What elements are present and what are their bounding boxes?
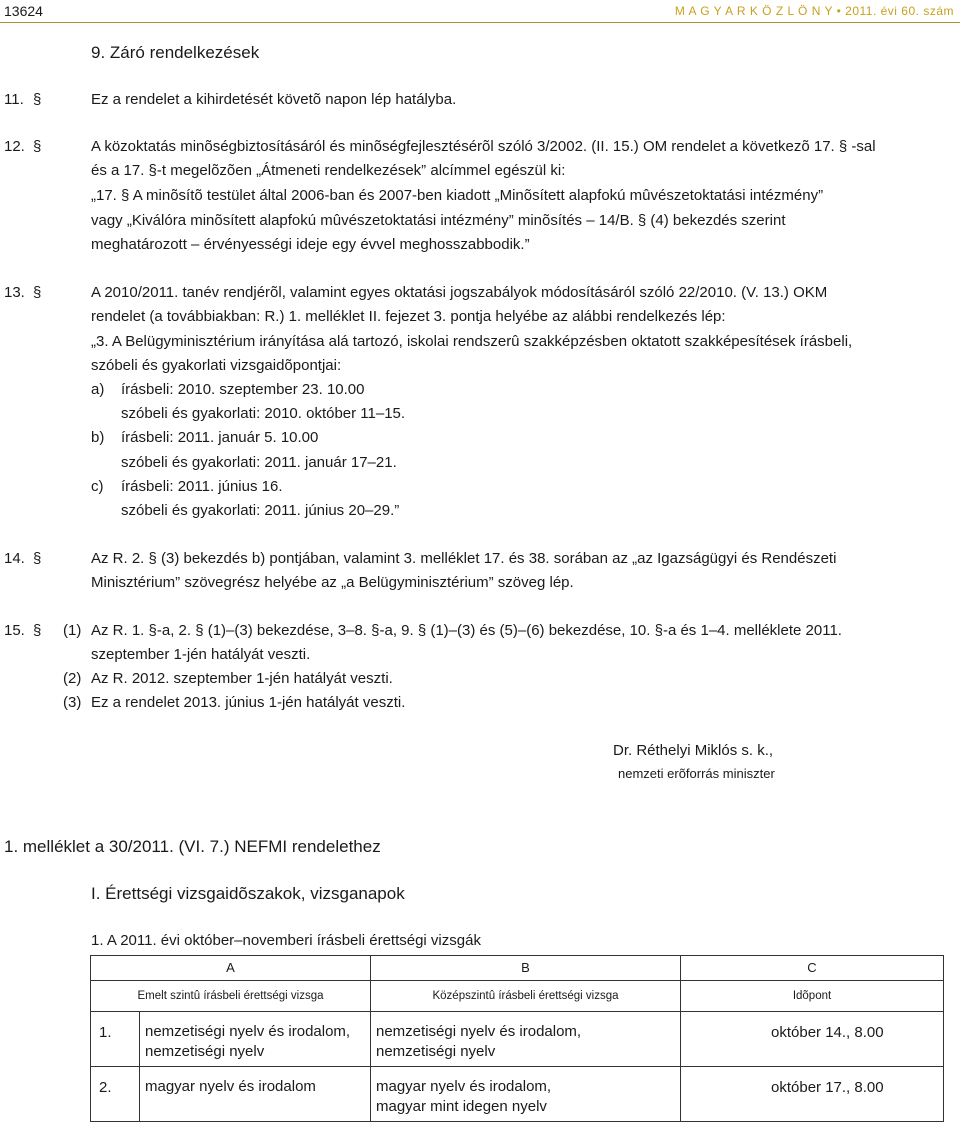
cell-c: október 17., 8.00 xyxy=(681,1067,944,1122)
cell-line: nemzetiségi nyelv xyxy=(376,1043,496,1060)
paragraph-number: 14. xyxy=(4,550,25,567)
paragraph-line: rendelet (a továbbiakban: R.) 1. melléklet II. fejezet 3. pontja helyébe az alábbi rendelkezés lép: xyxy=(91,308,726,325)
cell-b xyxy=(371,1012,681,1067)
list-item: szóbeli és gyakorlati: 2010. október 11–15. xyxy=(121,405,406,422)
cell-line: nemzetiségi nyelv és irodalom, xyxy=(145,1023,351,1040)
paragraph-line: Minisztérium” szövegrész helyébe az „a Belügyminisztérium” szöveg lép. xyxy=(91,574,574,591)
section-title: 9. Záró rendelkezések xyxy=(91,43,260,62)
list-label: c) xyxy=(91,478,104,495)
paragraph-line: szóbeli és gyakorlati vizsgaidõpontjai: xyxy=(91,357,342,374)
list-item: Ez a rendelet 2013. június 1-jén hatályát veszti. xyxy=(91,694,406,711)
table-letter-row xyxy=(91,956,944,981)
list-item: írásbeli: 2011. június 16. xyxy=(121,478,283,495)
list-label: (1) xyxy=(63,622,82,639)
paragraph-line: vagy „Kiválóra minõsített alapfokú mûvészetoktatási intézmény” minõsítés – 14/B. § (4) bekezdés szerint xyxy=(91,212,786,229)
list-item: szóbeli és gyakorlati: 2011. január 17–21. xyxy=(121,454,397,471)
column-letter: C xyxy=(681,956,944,981)
annex-title: 1. melléklet a 30/2011. (VI. 7.) NEFMI rendelethez xyxy=(4,837,381,856)
paragraph-line: „17. § A minõsítõ testület által 2006-ban és 2007-ben kiadott „Minõsített alapfokú mûvészetoktatási intézmény” xyxy=(91,187,824,204)
page-header xyxy=(0,0,960,24)
list-label: a) xyxy=(91,381,105,398)
column-letter: B xyxy=(371,956,681,981)
paragraph-text: Ez a rendelet a kihirdetését követõ napon lép hatályba. xyxy=(91,91,457,108)
table-header-row xyxy=(91,981,944,1012)
list-label: b) xyxy=(91,429,105,446)
section-sign: § xyxy=(33,550,42,567)
page-number: 13624 xyxy=(4,3,43,19)
annex-section: I. Érettségi vizsgaidõszakok, vizsganapok xyxy=(91,884,405,903)
section-sign: § xyxy=(33,622,42,639)
cell-c: október 14., 8.00 xyxy=(681,1012,944,1067)
paragraph-number: 11. xyxy=(4,91,24,108)
list-item: szeptember 1-jén hatályát veszti. xyxy=(91,646,311,663)
paragraph-line: A 2010/2011. tanév rendjérõl, valamint egyes oktatási jogszabályok módosításáról szóló 22/2010. (V. 13.) OKM xyxy=(91,284,828,301)
cell-line: nemzetiségi nyelv és irodalom, xyxy=(376,1023,582,1040)
row-number: 2. xyxy=(91,1067,140,1122)
paragraph-number: 15. xyxy=(4,622,25,639)
list-item: írásbeli: 2010. szeptember 23. 10.00 xyxy=(121,381,365,398)
cell-a xyxy=(140,1012,371,1067)
annex-subsection: 1. A 2011. évi október–novemberi írásbeli érettségi vizsgák xyxy=(91,932,481,949)
cell-a xyxy=(140,1067,371,1122)
list-item: Az R. 2012. szeptember 1-jén hatályát veszti. xyxy=(91,670,393,687)
paragraph-line: meghatározott – érvényességi ideje egy évvel meghosszabbodik.” xyxy=(91,236,530,253)
cell-b xyxy=(371,1067,681,1122)
column-header: Középszintû írásbeli érettségi vizsga xyxy=(371,981,681,1012)
column-header: Idõpont xyxy=(681,981,944,1012)
paragraph-number: 13. xyxy=(4,284,25,301)
paragraph-number: 12. xyxy=(4,138,25,155)
section-sign: § xyxy=(33,284,42,301)
list-item: Az R. 1. §-a, 2. § (1)–(3) bekezdése, 3–8. §-a, 9. § (1)–(3) és (5)–(6) bekezdése, 10. §-a és 1–4. melléklete 2011. xyxy=(91,622,842,639)
list-label: (2) xyxy=(63,670,82,687)
paragraph-line: „3. A Belügyminisztérium irányítása alá tartozó, iskolai rendszerû szakképzésben oktatott szakképesítések írásbeli, xyxy=(91,333,853,350)
table-row xyxy=(91,1012,944,1067)
header-rule xyxy=(0,22,960,23)
cell-line: nemzetiségi nyelv xyxy=(145,1043,265,1060)
cell-line: magyar nyelv és irodalom, xyxy=(376,1078,552,1095)
row-number: 1. xyxy=(91,1012,140,1067)
paragraph-line: A közoktatás minõségbiztosításáról és minõségfejlesztésérõl szóló 3/2002. (II. 15.) OM rendelet a következõ 17. § -sal xyxy=(91,138,876,155)
column-letter: A xyxy=(91,956,371,981)
publication-title: M A G Y A R K Ö Z L Ö N Y • 2011. évi 60. szám xyxy=(674,4,954,18)
table-row xyxy=(91,1067,944,1122)
cell-line: magyar mint idegen nyelv xyxy=(376,1098,547,1115)
signature-name: Dr. Réthelyi Miklós s. k., xyxy=(613,742,774,759)
section-sign: § xyxy=(33,138,42,155)
list-item: szóbeli és gyakorlati: 2011. június 20–29.” xyxy=(121,502,400,519)
cell-line: magyar nyelv és irodalom xyxy=(145,1078,316,1095)
column-header: Emelt szintû írásbeli érettségi vizsga xyxy=(91,981,371,1012)
section-sign: § xyxy=(33,91,42,108)
exam-schedule-table xyxy=(90,955,944,1122)
paragraph-line: és a 17. §-t megelõzõen „Átmeneti rendelkezések” alcímmel egészül ki: xyxy=(91,162,566,179)
signature-role: nemzeti erõforrás miniszter xyxy=(618,766,775,781)
list-label: (3) xyxy=(63,694,82,711)
list-item: írásbeli: 2011. január 5. 10.00 xyxy=(121,429,319,446)
paragraph-line: Az R. 2. § (3) bekezdés b) pontjában, valamint 3. melléklet 17. és 38. sorában az „az Igazságügyi és Rendészeti xyxy=(91,550,837,567)
